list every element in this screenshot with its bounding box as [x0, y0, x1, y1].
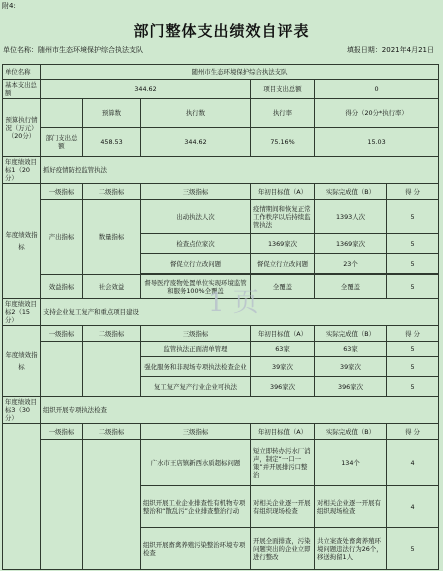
goal3-l1-blank — [41, 440, 83, 570]
goal2-target-cell: 63家 — [251, 342, 315, 357]
budget-header-row — [3, 99, 439, 128]
totals-row — [3, 80, 439, 99]
goal1-l2-quantity: 数量指标 — [83, 200, 141, 275]
goal1-actual-cell: 1393人次 — [315, 200, 387, 234]
goal3-actual-cell: 共立案查处畜禽养殖环境问题违法行为26个，移送拘留1人 — [315, 528, 387, 570]
budget-col-budget: 预算数 — [83, 99, 141, 128]
budget-blank-cell — [41, 99, 83, 128]
unit-name-label: 单位名称：随州市生态环境保护综合执法支队 — [3, 46, 143, 54]
goal3-actual-cell: 134个 — [315, 440, 387, 486]
goal1-score-cell: 5 — [387, 275, 439, 299]
goal2-l2-blank — [83, 342, 141, 397]
unit-name-cell-value: 随州市生态环境保护综合执法支队 — [41, 65, 439, 80]
goal1-actual-cell: 全覆盖 — [315, 275, 387, 299]
goal2-l3-cell: 复工复产复产行业企业可执法 — [141, 377, 251, 397]
goal1-actual-cell: 1369家次 — [315, 234, 387, 254]
goal2-actual-cell: 396家次 — [315, 377, 387, 397]
goal1-target-cell: 全覆盖 — [251, 275, 315, 299]
col-score: 得 分 — [387, 326, 439, 342]
col-level1: 一级指标 — [41, 184, 83, 200]
table-row — [3, 440, 439, 486]
col-level2: 二级指标 — [83, 424, 141, 440]
goal1-target-cell: 1369家次 — [251, 234, 315, 254]
goal2-target-cell: 396家次 — [251, 377, 315, 397]
goal2-l3-cell: 强化服务和非现场专项执法检查企业 — [141, 357, 251, 377]
goal1-score-cell: 5 — [387, 200, 439, 234]
col-target: 年初目标值（A） — [251, 424, 315, 440]
col-level2: 二级指标 — [83, 326, 141, 342]
goal3-side-blank — [3, 424, 41, 570]
goal1-title-row — [3, 157, 439, 184]
goal2-l3-cell: 监管执法正面清单管理 — [141, 342, 251, 357]
budget-col-rate: 执行率 — [251, 99, 315, 128]
goal1-l1-output: 产出指标 — [41, 200, 83, 275]
attachment-label: 附4: — [2, 2, 16, 10]
goal1-target-cell: 疫情期间和恢复正常工作秩序以后持续监管执法 — [251, 200, 315, 234]
col-level2: 二级指标 — [83, 184, 141, 200]
goal3-desc: 组织开展专项执法检查 — [41, 397, 439, 424]
goal2-header-row — [3, 326, 439, 342]
col-actual: 实际完成值（B） — [315, 184, 387, 200]
goal2-score-cell: 5 — [387, 342, 439, 357]
exec-value: 344.62 — [141, 128, 251, 157]
score-value: 15.03 — [315, 128, 439, 157]
basic-total-label: 基本支出总额 — [3, 80, 41, 99]
goal1-title: 年度绩效目标1（20分） — [3, 157, 41, 184]
goal3-l3-cell: 组织开展畜禽养殖污染整治环境专项检查 — [141, 528, 251, 570]
goal3-score-cell: 4 — [387, 486, 439, 528]
table-row — [3, 275, 439, 299]
goal2-title-row — [3, 299, 439, 326]
table-row — [3, 342, 439, 357]
goal1-actual-cell: 23个 — [315, 254, 387, 274]
budget-value-row — [3, 128, 439, 157]
basic-total-value: 344.62 — [41, 80, 251, 99]
goal3-l3-cell: 广水市王店镇新西水质超标问题 — [141, 440, 251, 486]
page-watermark: 1 页 — [208, 288, 259, 318]
goal3-score-cell: 5 — [387, 528, 439, 570]
goal1-l3-cell: 出动执法人次 — [141, 200, 251, 234]
goal2-target-cell: 39家次 — [251, 357, 315, 377]
goal2-desc: 支持企业复工复产和重点项目建设 — [41, 299, 439, 326]
goal3-target-cell: 开展全面排查，污染问题突出的企业立即进行整改 — [251, 528, 315, 570]
project-total-label: 项目支出总额 — [251, 80, 315, 99]
goal1-header-row — [3, 184, 439, 200]
goal1-score-cell: 5 — [387, 234, 439, 254]
unit-name-cell-label: 单位名称 — [3, 65, 41, 80]
budget-row-label: 部门支出总额 — [41, 128, 83, 157]
goal1-l3-cell: 督导医疗废物处置单位实现环境监管和服务100%全覆盖 — [141, 275, 251, 299]
goal3-score-cell: 4 — [387, 440, 439, 486]
goal1-score-cell: 5 — [387, 254, 439, 274]
goal2-score-cell: 5 — [387, 377, 439, 397]
col-target: 年初目标值（A） — [251, 326, 315, 342]
goal2-actual-cell: 39家次 — [315, 357, 387, 377]
budget-value: 458.53 — [83, 128, 141, 157]
col-actual: 实际完成值（B） — [315, 424, 387, 440]
goal1-target-cell: 督促立行立改问题 — [251, 254, 315, 274]
budget-section-label: 预算执行情况（万元）（20分） — [3, 99, 41, 157]
goal3-target-cell: 对相关企业逐一开展有组织现场检查 — [251, 486, 315, 528]
page-title: 部门整体支出绩效自评表 — [133, 22, 310, 40]
goal3-header-row — [3, 424, 439, 440]
evaluation-table — [2, 64, 439, 570]
goal3-title: 年度绩效目标3（30分） — [3, 397, 41, 424]
col-level3: 三级指标 — [141, 424, 251, 440]
goal3-l3-cell: 组织开展工业企业排查性有机物专项整治和“散乱污”企业排查整治行动 — [141, 486, 251, 528]
col-score: 得 分 — [387, 424, 439, 440]
budget-col-score: 得分（20分*执行率） — [315, 99, 439, 128]
table-row — [3, 200, 439, 234]
goal1-l2-social: 社会效益 — [83, 275, 141, 299]
goal3-l2-blank — [83, 440, 141, 570]
col-level1: 一级指标 — [41, 424, 83, 440]
col-level1: 一级指标 — [41, 326, 83, 342]
report-date: 填报日期：2021年4月21日 — [346, 46, 434, 54]
col-actual: 实际完成值（B） — [315, 326, 387, 342]
goal2-title: 年度绩效目标2（15分） — [3, 299, 41, 326]
goal2-actual-cell: 63家 — [315, 342, 387, 357]
goal3-title-row — [3, 397, 439, 424]
col-score: 得 分 — [387, 184, 439, 200]
goal3-target-cell: 短立即转办污水厂消声，制定“一口一策”并开展排污口整治 — [251, 440, 315, 486]
goal3-actual-cell: 对相关企业逐一开展有组织现场检查 — [315, 486, 387, 528]
goal1-l3-cell: 督促立行立改问题 — [141, 254, 251, 274]
col-level3: 三级指标 — [141, 184, 251, 200]
col-level3: 三级指标 — [141, 326, 251, 342]
goal1-l1-benefit: 效益指标 — [41, 275, 83, 299]
project-total-value: 0 — [315, 80, 439, 99]
goal2-side-label: 年度绩效指标 — [3, 326, 41, 397]
budget-col-exec: 执行数 — [141, 99, 251, 128]
goal2-score-cell: 5 — [387, 357, 439, 377]
goal1-l3-cell: 检查点位家次 — [141, 234, 251, 254]
goal2-l1-blank — [41, 342, 83, 397]
goal1-desc: 抓好疫情防控监管执法 — [41, 157, 439, 184]
col-target: 年初目标值（A） — [251, 184, 315, 200]
goal1-side-label: 年度绩效指标 — [3, 184, 41, 299]
unit-row — [3, 65, 439, 80]
rate-value: 75.16% — [251, 128, 315, 157]
